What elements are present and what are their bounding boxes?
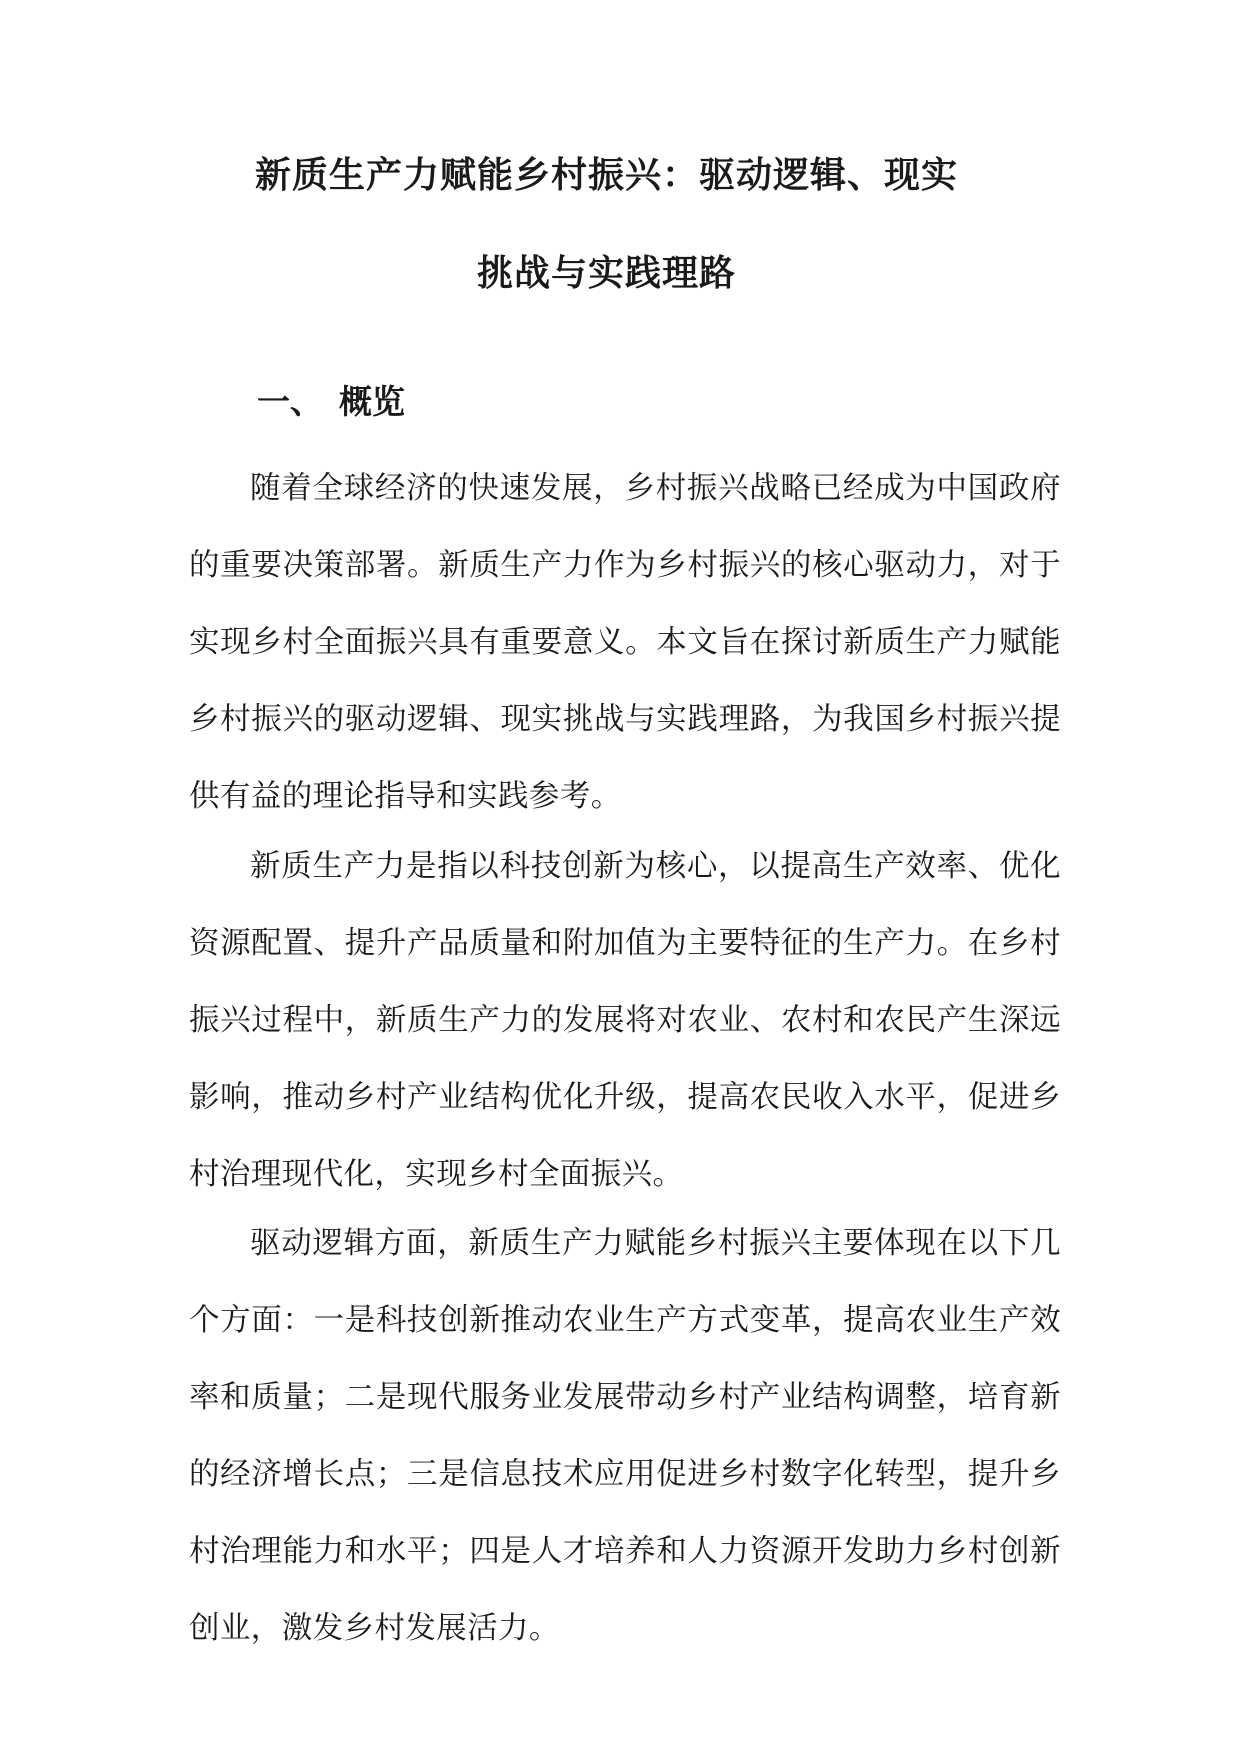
section-title: 概览 [339, 382, 405, 421]
section-number: 一、 [257, 382, 323, 421]
document-title-line-2: 挑战与实践理路 [476, 253, 736, 294]
paragraph-3: 驱动逻辑方面，新质生产力赋能乡村振兴主要体现在以下几个方面：一是科技创新推动农业生产方式变革，提高农业生产效率和质量；二是现代服务业发展带动乡村产业结构调整，培育新的经济增长点；三是信息技术应用促进乡村数字化转型，提升乡村治理能力和水平；四是人才培养和人力资源开发助力乡村创新创业，激发乡村发展活力。 [189, 1226, 1061, 1646]
paragraph-2: 新质生产力是指以科技创新为核心，以提高生产效率、优化资源配置、提升产品质量和附加值为主要特征的生产力。在乡村振兴过程中，新质生产力的发展将对农业、农村和农民产生深远影响，推动乡村产业结构优化升级，提高农民收入水平，促进乡村治理现代化，实现乡村全面振兴。 [189, 849, 1061, 1192]
document-title-line-1: 新质生产力赋能乡村振兴：驱动逻辑、现实 [254, 155, 958, 196]
section-heading [257, 382, 405, 421]
paragraph-1: 随着全球经济的快速发展，乡村振兴战略已经成为中国政府的重要决策部署。新质生产力作为乡村振兴的核心驱动力，对于实现乡村全面振兴具有重要意义。本文旨在探讨新质生产力赋能乡村振兴的驱动逻辑、现实挑战与实践理路，为我国乡村振兴提供有益的理论指导和实践参考。 [189, 471, 1061, 814]
